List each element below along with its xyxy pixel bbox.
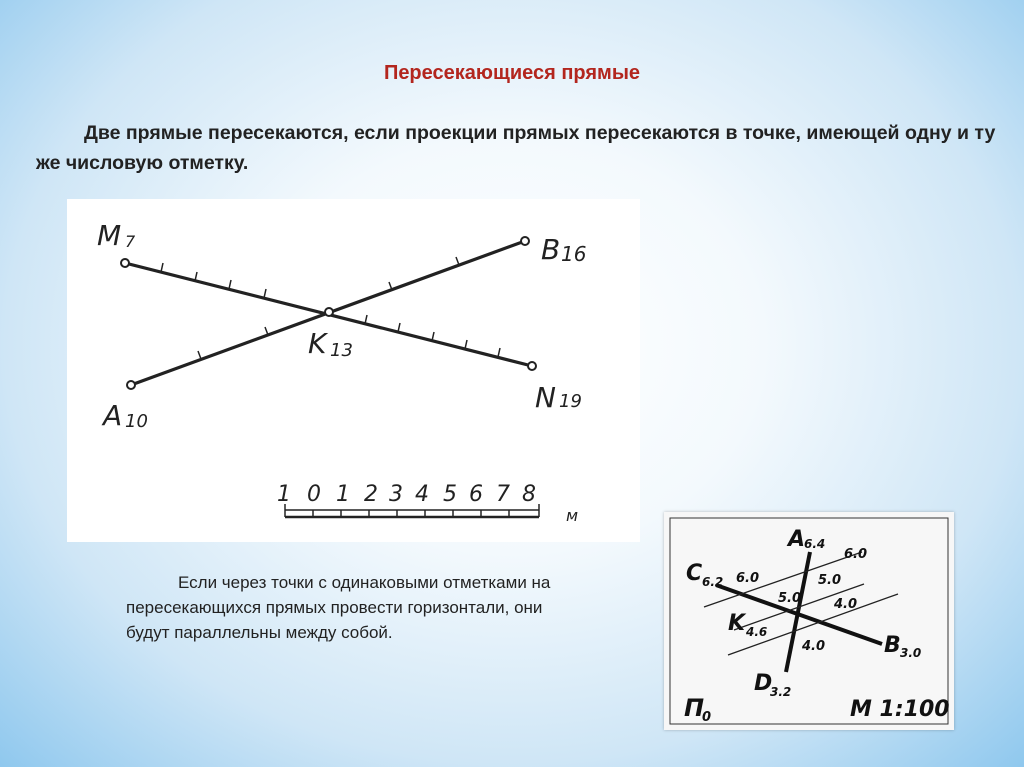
svg-text:0: 0: [307, 482, 321, 507]
svg-text:5: 5: [443, 482, 457, 507]
intersecting-lines-figure: [67, 199, 640, 542]
svg-text:8: 8: [522, 482, 536, 507]
label-k2-sub: 4.6: [746, 625, 768, 639]
label-a2-sub: 6.4: [804, 537, 826, 551]
svg-text:2: 2: [364, 482, 378, 507]
label-c2-sub: 6.2: [702, 575, 724, 589]
svg-text:1: 1: [277, 482, 291, 507]
label-m: M: [97, 219, 122, 252]
point-a: [127, 381, 135, 389]
label-b2-sub: 3.0: [900, 646, 922, 660]
scale-unit: м: [566, 506, 579, 525]
label-d2-sub: 3.2: [770, 685, 792, 699]
label-n-sub: 19: [559, 391, 582, 412]
point-k: [325, 308, 333, 316]
horizontals-figure: [664, 512, 954, 730]
label-k2: K: [728, 611, 746, 636]
label-a2: A: [788, 527, 806, 552]
label-b: B: [541, 233, 561, 266]
scale-numbers: [277, 482, 536, 507]
svg-text:6: 6: [469, 482, 483, 507]
point-m: [121, 259, 129, 267]
point-n: [528, 362, 536, 370]
point-b: [521, 237, 529, 245]
svg-text:4: 4: [415, 482, 429, 507]
mark-label: 6.0: [844, 547, 868, 562]
label-k: K: [308, 327, 327, 360]
label-c2: C: [686, 561, 703, 586]
definition-paragraph: Две прямые пересекаются, если проекции прямых пересекаются в точке, имеющей одну и ту же числовую отметку.: [36, 122, 996, 174]
svg-text:7: 7: [496, 482, 510, 507]
mark-label: 4.0: [802, 639, 826, 654]
svg-text:3: 3: [389, 482, 403, 507]
horizontals-caption: Если через точки с одинаковыми отметками на пересекающихся прямых провести горизонтали, они будут параллельны между собой.: [126, 573, 551, 642]
label-b-sub: 16: [561, 242, 587, 266]
label-b2: B: [884, 633, 901, 658]
mark-label: 6.0: [736, 571, 760, 586]
slide-title: Пересекающиеся прямые: [383, 62, 641, 84]
label-m-sub: 7: [125, 232, 136, 251]
label-a-sub: 10: [125, 411, 148, 432]
label-d2: D: [754, 671, 773, 696]
label-a: A: [103, 399, 123, 432]
label-n: N: [535, 381, 556, 414]
plane-label-sub: 0: [702, 710, 712, 725]
svg-text:1: 1: [336, 482, 350, 507]
mark-label: 5.0: [818, 573, 842, 588]
plane-label: П: [684, 694, 705, 722]
label-k-sub: 13: [330, 340, 353, 361]
mark-label: 4.0: [834, 597, 858, 612]
mark-label: 5.0: [778, 591, 802, 606]
scale-label: М 1:100: [850, 697, 950, 722]
